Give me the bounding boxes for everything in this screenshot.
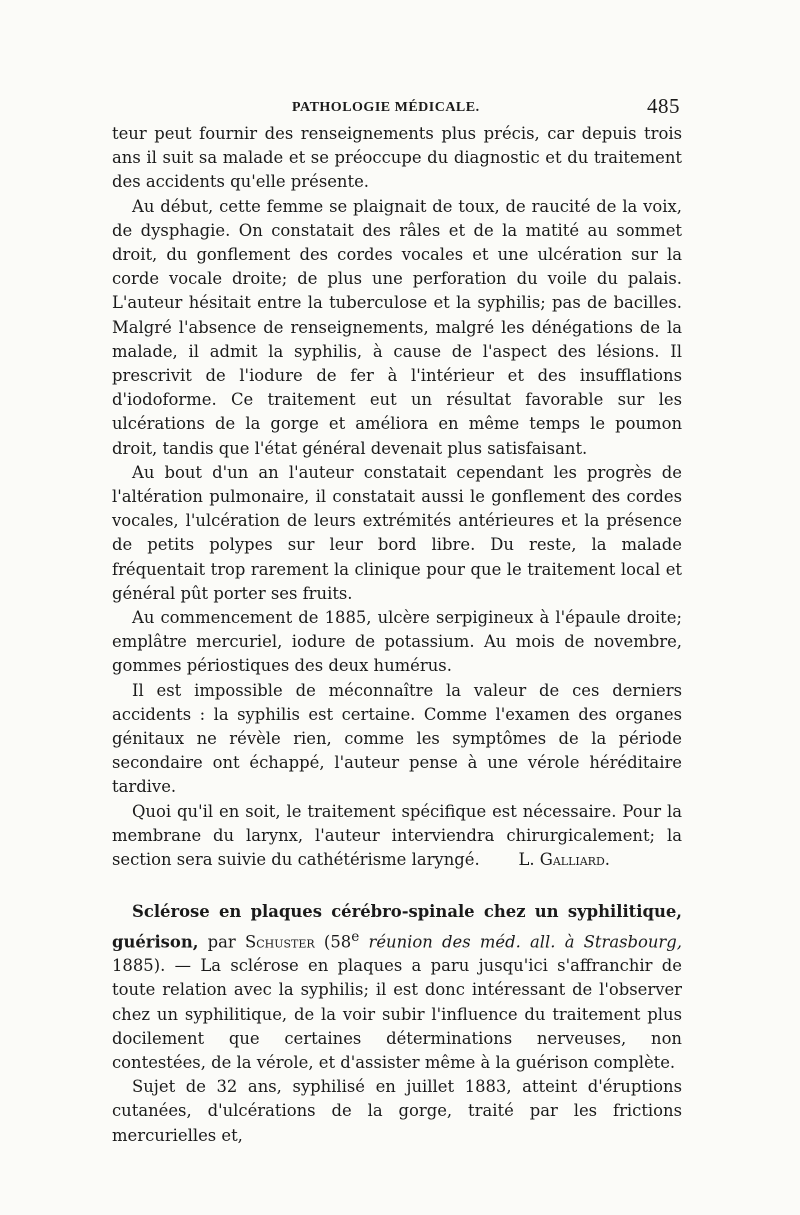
page-number: 485	[647, 94, 680, 118]
article-year: 1885). —	[112, 956, 192, 976]
article-citation: réunion des méd. all. à Strasbourg,	[368, 931, 682, 951]
running-title: PATHOLOGIE MÉDICALE.	[292, 100, 480, 115]
article-cite-open: (58	[323, 931, 352, 951]
paragraph-7	[112, 900, 682, 1075]
paragraph-3: Au bout d'un an l'auteur constatait cependant les progrès de l'altération pulmonaire, il constatait aussi le gonflement des cordes vocales, l'ulcération de leurs extrémités antérieures et la présence de petits polypes sur leur bord libre. Du reste, la malade fréquentait trop rarement la clinique pour que le traitement local et général pût porter ses fruits.	[112, 462, 682, 603]
paragraph-6	[112, 800, 682, 873]
book-page	[112, 96, 682, 1148]
running-head	[112, 96, 682, 122]
paragraph-8: Sujet de 32 ans, syphilisé en juillet 1883, atteint d'éruptions cutanées, d'ulcérations de la gorge, traité par les frictions mercurielles et,	[112, 1077, 682, 1145]
paragraph-6-text: Quoi qu'il en soit, le traitement spécifique est nécessaire. Pour la membrane du larynx, l'auteur interviendra chirurgicalement; la section sera suivie du cathétérisme laryngé.	[112, 801, 682, 870]
article-by: par	[207, 931, 236, 951]
article-title: Sclérose en plaques cérébro-spinale chez un syphilitique, guérison,	[112, 902, 682, 951]
article-cite-sup: e	[351, 928, 360, 945]
paragraph-5: Il est impossible de méconnaître la valeur de ces derniers accidents : la syphilis est certaine. Comme l'examen des organes génitaux ne révèle rien, comme les symptômes de la période secondaire ont échappé, l'auteur pense à une vérole héréditaire tardive.	[112, 680, 682, 797]
author-signature: L. Galliard.	[518, 850, 610, 870]
paragraph-7-text: La sclérose en plaques a paru jusqu'ici s'affranchir de toute relation avec la syphilis; il est donc intéressant de l'observer chez un syphilitique, de la voir subir l'influence du traitement plus docilement que certaines déterminations nerveuses, non contestées, de la vérole, et d'assister même à la guérison complète.	[112, 956, 683, 1072]
section-gap	[112, 872, 682, 900]
body-text	[112, 122, 682, 1148]
paragraph-1: teur peut fournir des renseignements plus précis, car depuis trois ans il suit sa malade et se préoccupe du diagnostic et du traitement des accidents qu'elle présente.	[112, 124, 682, 192]
paragraph-4: Au commencement de 1885, ulcère serpigineux à l'épaule droite; emplâtre mercuriel, iodure de potassium. Au mois de novembre, gommes périostiques des deux humérus.	[112, 608, 682, 676]
article-author: Schuster	[245, 931, 315, 951]
paragraph-2: Au début, cette femme se plaignait de toux, de raucité de la voix, de dysphagie. On constatait des râles et de la matité au sommet droit, du gonflement des cordes vocales et une ulcération sur la corde vocale droite; de plus une perforation du voile du palais. L'auteur hésitait entre la tuberculose et la syphilis; pas de bacilles. Malgré l'absence de renseignements, malgré les dénégations de la malade, il admit la syphilis, à cause de l'aspect des lésions. Il prescrivit de l'iodure de fer à l'intérieur et des insufflations d'iodoforme. Ce traitement eut un résultat favorable sur les ulcérations de la gorge et améliora en même temps le poumon droit, tandis que l'état général devenait plus satisfaisant.	[112, 196, 682, 458]
